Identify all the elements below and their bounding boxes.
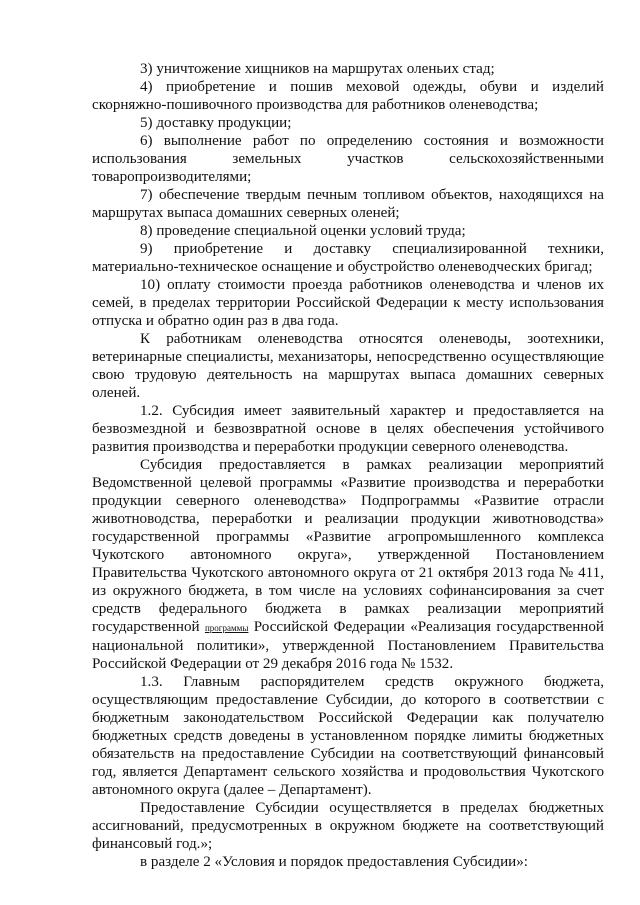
paragraph-item-6: 6) выполнение работ по определению состояния и возможности использования земельных участков сельскохозяйственными товаропроизводителями; [92,133,604,185]
paragraph-item-4: 4) приобретение и пошив меховой одежды, обуви и изделий скорняжно-пошивочного производства для работников оленеводства; [92,79,604,113]
paragraph-subsidy-program [92,456,604,673]
paragraph-item-5: 5) доставку продукции; [140,115,292,131]
paragraph-budget: Предоставление Субсидии осуществляется в пределах бюджетных ассигнований, предусмотренных в окружном бюджете на соответствующий финансовый год.»; [92,800,604,852]
paragraph-workers: К работникам оленеводства относятся оленеводы, зоотехники, ветеринарные специалисты, механизаторы, непосредственно осуществляющие свою трудовую деятельность на маршрутах выпаса домашних северных оленей. [92,331,604,401]
paragraph-1-3: 1.3. Главным распорядителем средств окружного бюджета, осуществляющим предоставление Субсидии, до которого в соответствии с бюджетным законодательством Российской Федерации как получателю бюджетных средств доведены в установленном порядке лимиты бюджетных обязательств на предоставление Субсидии на соответствующий финансовый год, является Департамент сельского хозяйства и продовольствия Чукотского автономного округа (далее – Департамент). [92,674,604,798]
program-link[interactable]: программы [204,623,249,633]
paragraph-1-2: 1.2. Субсидия имеет заявительный характер и предоставляется на безвозмездной и безвозвратной основе в целях обеспечения устойчивого развития производства и переработки продукции северного оленеводства. [92,403,604,455]
paragraph-item-9: 9) приобретение и доставку специализированной техники, материально-техническое оснащение и обустройство оленеводческих бригад; [92,241,604,275]
subsidy-text-after: Российской Федерации «Реализация государственной национальной политики», утвержденной Постановлением Правительства Российской Федерации от 29 декабря 2016 года № 1532. [92,619,604,672]
paragraph-item-10: 10) оплату стоимости проезда работников оленеводства и членов их семей, в пределах территории Российской Федерации к месту использования отпуска и обратно один раз в два года. [92,277,604,329]
subsidy-text-before: Субсидия предоставляется в рамках реализации мероприятий Ведомственной целевой программы «Развитие производства и переработки продукции северного оленеводства» Подпрограммы «Развитие отрасли животноводства, переработки и реализации продукции животноводства» государственной программы «Развитие агропромышленного комплекса Чукотского автономного округа», утвержденной Постановлением Правительства Чукотского автономного округа от 21 октября 2013 года № 411, из окружного бюджета, в том числе на условиях софинансирования за счет средств федерального бюджета в рамках реализации мероприятий государственной [92,457,604,635]
paragraph-item-8: 8) проведение специальной оценки условий труда; [140,223,466,239]
paragraph-item-3: 3) уничтожение хищников на маршрутах оленьих стад; [140,61,495,77]
paragraph-section-2: в разделе 2 «Условия и порядок предоставления Субсидии»: [140,854,528,870]
paragraph-item-7: 7) обеспечение твердым печным топливом объектов, находящихся на маршрутах выпаса домашних северных оленей; [92,187,604,221]
